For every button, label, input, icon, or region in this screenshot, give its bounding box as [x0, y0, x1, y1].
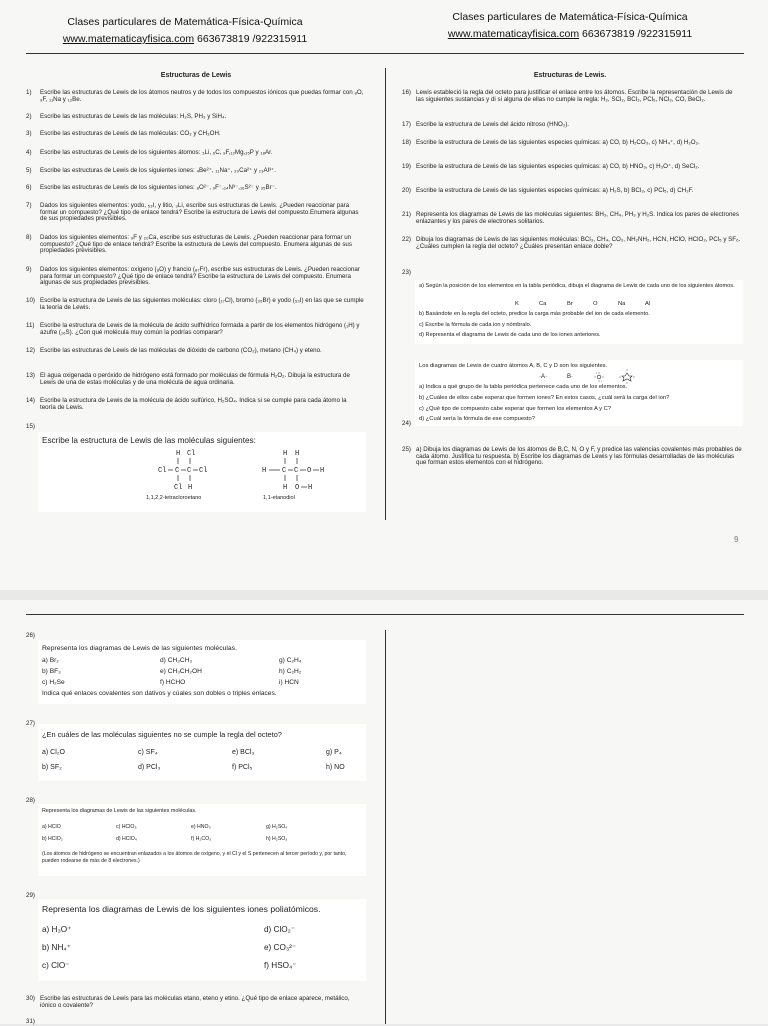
q28-box: [38, 804, 366, 876]
question-7: 7) Dados los siguientes elementos: yodo, ₅₃I, y litio, ₃Li, escribe sus estructuras de Lewis. ¿Pueden reaccionar para formar un compuesto? ¿Qué tipo de enlace tendrá? Escribe la estructura de Lewis del compuesto.Enumera algunas de sus propiedades previsibles.: [26, 202, 359, 223]
q15-mol1-name: 1,1,2,2-tetracloroetano: [146, 495, 202, 501]
q26-item: d) CH₃CH₃: [160, 657, 193, 664]
question-25: 25) a) Dibuja los diagramas de Lewis de los átomos de B,C, N, O y F, y predice las valencias covalentes más probables de cada átomo. Justifica tu respuesta. b) Escribe los diagramas de Lewis y las fórmulas desarrolladas de las moléculas que forman estos elementos con el hidrógeno.: [402, 446, 742, 467]
q28-item: g) H₂SO₄: [266, 824, 288, 830]
header-phones: 663673819 /922315911: [197, 33, 308, 45]
atom-label: H: [295, 450, 300, 458]
header-web-link[interactable]: www.matematicayfisica.com: [447, 28, 580, 40]
q24-atom-a: ·A·: [539, 374, 547, 380]
question-15-number: 15): [26, 423, 35, 430]
q27-item: d) PCl₃: [138, 764, 161, 771]
q23-b: b) Basándote en la regla del octeto, predice la carga más probable del ion de cada elemento.: [419, 311, 650, 317]
column-separator: [385, 68, 386, 520]
question-8: 8) Dados los siguientes elementos: ₉F y ₂₀Ca, escribe sus estructuras de Lewis. ¿Pueden reaccionar para formar un compuesto? ¿Qué tipo de enlace tendrá? Escribe la estructura de Lewis del compuesto. Enumera algunas de sus propiedades previsibles.: [26, 234, 352, 255]
q23-d: d) Representa el diagrama de Lewis de cada uno de los iones anteriores.: [419, 332, 601, 338]
atom-label: Cl: [158, 467, 167, 475]
question-26-number: 26): [26, 632, 35, 639]
question-10: 10) Escribe la estructura de Lewis de las siguientes moléculas: cloro (₁₇Cl), bromo (₃₅Br) e yodo (₅₃I) en las que se cumple la teoría de Lewis.: [26, 297, 364, 311]
question-4: 4) Escribe las estructuras de Lewis de los siguientes átomos: ₃Li, ₆C, ₉F,₁₂Mg,₁₅P y ₁₈Ar.: [26, 149, 273, 156]
page-number: 9: [734, 535, 739, 544]
atom-label: C: [294, 467, 299, 475]
q28-item: h) H₂SO₃: [266, 836, 288, 842]
question-23-number: 23): [402, 269, 411, 276]
question-22: 22) Dibuja los diagramas de Lewis de las siguientes moléculas: BCl₃, CH₄, CO₂, NH₂NH₂, HCN, HClO, HClO₂, PCl₅ y SF₆. ¿Cuáles cumplen la regla del octeto? ¿Cuáles presentan enlace doble?: [402, 236, 741, 250]
header-rule: [26, 53, 744, 54]
q27-item: f) PCl₅: [232, 764, 253, 771]
q23-element: Al: [645, 301, 651, 307]
q28-heading: Representa los diagramas de Lewis de las siguientes moléculas.: [42, 808, 197, 814]
q26-item: c) H₂Se: [42, 679, 65, 686]
q23-box: [415, 280, 743, 344]
question-12: 12) Escribe las estructuras de Lewis de las moléculas de dióxido de carbono (CO₂), metano (CH₄) y eteno.: [26, 347, 322, 354]
question-20: 20) Escribe la estructura de Lewis de las siguientes especies químicas: a) H₂S, b) BCl₃, c) PCl₅, d) CH₃F.: [402, 187, 694, 194]
q29-box: [38, 899, 366, 981]
q24-b: b) ¿Cuáles de ellos cabe esperar que formen iones? En estos casos, ¿cuál será la carga del ion?: [419, 395, 670, 401]
question-29-number: 29): [26, 892, 35, 899]
header-rule: [26, 614, 744, 615]
q15-box: [38, 432, 366, 512]
q15-structures: [38, 432, 366, 512]
q24-atom-b: B·: [567, 374, 573, 380]
atom-label: H: [320, 467, 325, 475]
atom-label: H: [283, 450, 288, 458]
header-left: [60, 14, 310, 48]
atom-label: H: [283, 484, 288, 492]
question-14: 14) Escribe la estructura de Lewis de la molécula de ácido sulfúrico, H₂SO₄. Indica si se cumple para cada átomo la teoría de Lewis.: [26, 397, 347, 411]
q29-item: a) H₃O⁺: [42, 925, 72, 934]
q28-item: e) HNO₃: [191, 824, 211, 830]
q23-element: Ca: [539, 301, 547, 307]
q26-item: f) HCHO: [160, 679, 186, 686]
page-2: [0, 600, 768, 1024]
q24-d: d) ¿Cuál sería la fórmula de ese compuesto?: [419, 416, 535, 422]
q28-item: f) H₂CO₃: [191, 836, 212, 842]
question-18: 18) Escribe la estructura de Lewis de las siguientes especies químicas: a) CO, b) H₂CO₃, c) NH₄⁺, d) H₂O₂.: [402, 139, 700, 146]
header-title: Clases particulares de Matemática-Física-Química: [452, 11, 688, 23]
atom-label: C: [282, 467, 287, 475]
atom-label: H: [176, 450, 181, 458]
q29-item: e) CO₃²⁻: [264, 943, 297, 952]
header-right: [430, 9, 710, 43]
q24-c: c) ¿Qué tipo de compuesto cabe esperar que formen los elementos A y C?: [419, 406, 612, 412]
question-13: 13) El agua oxigenada o peróxido de hidrógeno está formado por moléculas de fórmula H₂O₂. Dibuja la estructura de Lewis de una de estas moléculas y de una molécula de agua ordinaria.: [26, 372, 350, 386]
q29-item: c) ClO⁻: [42, 961, 70, 970]
left-title: Estructuras de Lewis: [160, 72, 232, 79]
atom-label: Cl: [174, 484, 183, 492]
q24-a: a) Indica a qué grupo de la tabla periódica pertenece cada uno de los elementos.: [419, 384, 628, 390]
q26-item: a) Br₂: [42, 657, 59, 664]
q29-item: f) HSO₄⁻: [264, 961, 297, 970]
q26-item: b) BF₃: [42, 668, 61, 675]
q28-item: a) HClO: [42, 824, 61, 830]
q27-item: e) BCl₃: [232, 749, 255, 756]
q23-element: O: [593, 301, 598, 307]
q23-a: a) Según la posición de los elementos en la tabla periódica, dibuja el diagrama de Lewis de cada uno de los siguientes átomos.: [419, 283, 735, 289]
question-31-number: 31): [26, 1018, 35, 1025]
q24-atom-d: [620, 370, 635, 384]
q28-item: d) HClO₄: [116, 836, 137, 842]
atom-label: H: [262, 467, 267, 475]
atom-label: Cl: [187, 450, 196, 458]
question-3: 3) Escribe las estructuras de Lewis de las moléculas: CO₂ y CH₃OH.: [26, 130, 221, 137]
question-19: 19) Escribe la estructura de Lewis de las siguientes especies químicas: a) CO, b) HNO₃, c) H₃O⁺, d) SeCl₂.: [402, 163, 700, 170]
q24-box: [415, 360, 743, 426]
question-6: 6) Escribe las estructuras de Lewis de los siguientes iones: ₈O²⁻, ₉F⁻,₁₄N³⁻,₁₆S²⁻ y ₃₅Br⁻.: [26, 184, 277, 191]
atom-label: O: [307, 467, 312, 475]
q27-item: c) SF₄: [138, 749, 158, 756]
atom-label: Cl: [199, 467, 208, 475]
question-2: 2) Escribe las estructuras de Lewis de las moléculas: H₂S, PH₃ y SiH₄.: [26, 113, 227, 120]
question-9: 9) Dados los siguientes elementos: oxígeno (₈O) y francio (₈₇Fr), escribe sus estructuras de Lewis. ¿Pueden reaccionar para formar un compuesto? ¿Qué tipo de enlace tendrá? Escribe la estructura de Lewis del compuesto. Enumera algunas de sus propiedades previsibles.: [26, 266, 360, 287]
question-5: 5) Escribe las estructuras de Lewis de los siguientes iones: ₄Be²⁺, ₁₁Na⁺, ₂₀Ca²⁺ y ₁₃Al³⁺.: [26, 167, 277, 174]
question-21: 21) Representa los diagramas de Lewis de las moléculas siguientes: BH₃, CH₄, PH₃ y H₂S. Indica los pares de electrones enlazantes y los pares de electrones solitarios.: [402, 211, 739, 225]
q26-item: i) HCN: [279, 679, 299, 686]
q26-item: e) CH₃CH₂OH: [160, 668, 202, 675]
question-17: 17) Escribe la estructura de Lewis del ácido nitroso (HNO₂).: [402, 121, 570, 128]
q27-item: h) NO: [326, 764, 345, 771]
q15-heading: Escribe la estructura de Lewis de las moléculas siguientes:: [42, 436, 256, 445]
question-1: 1) Escribe las estructuras de Lewis de los átomos neutros y de todos los compuestos iónicos que puedas formar con ₈O, ₉F, ₁₁Na y ₁₂Be.: [26, 89, 364, 103]
q23-element: Na: [618, 301, 626, 307]
question-16: 16) Lewis estableció la regla del octeto para justificar el enlace entre los átomos. Escribe la representación de Lewis de las siguientes sustancias y di si alguna de ellas no cumple la regla: H₂, SCl₂, BCl₃, PCl₅, NCl₃, CO, BeCl₂.: [402, 89, 733, 103]
question-30: 30) Escribe las estructuras de Lewis para las moléculas etano, eteno y etino. ¿Qué tipo de enlace aparece, metálico, iónico o covalente?: [26, 995, 350, 1009]
header-web-link[interactable]: www.matematicayfisica.com: [62, 33, 195, 45]
q26-box: [38, 640, 366, 704]
atom-label: C: [187, 467, 192, 475]
right-title: Estructuras de Lewis.: [533, 72, 607, 79]
header-title: Clases particulares de Matemática-Física-Química: [67, 16, 303, 28]
q29-item: d) ClO₂⁻: [264, 925, 296, 934]
header-phones: 663673819 /922315911: [582, 28, 693, 40]
q23-c: c) Escribe la fórmula de cada ion y nómbralo.: [419, 322, 532, 328]
q23-element: K: [515, 301, 519, 307]
question-28-number: 28): [26, 797, 35, 804]
q28-footer: (Los átomos de hidrógeno se encuentran enlazados a los átomos de oxígeno, y el Cl y el S pertenecen al tercer período y, por tanto, pueden rodearse de más de 8 electrones.): [42, 851, 347, 864]
column-separator: [385, 630, 386, 1024]
q23-element: Br: [567, 301, 573, 307]
atom-label: H: [308, 484, 313, 492]
q27-item: b) SF₂: [42, 764, 62, 771]
q28-item: b) HClO₂: [42, 836, 63, 842]
q29-item: b) NH₄⁺: [42, 943, 72, 952]
atom-label: C: [175, 467, 180, 475]
q26-item: g) C₂H₄: [279, 657, 302, 664]
q15-mol2-name: 1,1-etanodiol: [263, 495, 295, 501]
q27-box: [38, 724, 366, 781]
q24-atom-c: [595, 373, 604, 382]
q26-item: h) C₂H₂: [279, 668, 302, 675]
q26-footer: Indica qué enlaces covalentes son dativos y cúales son dobles o triples enlaces.: [42, 690, 277, 697]
question-24-number: 24): [402, 420, 411, 427]
q29-heading: Representa los diagramas de Lewis de los siguientes iones poliatómicos.: [42, 904, 321, 914]
question-27-number: 27): [26, 720, 35, 727]
q28-item: c) HClO₃: [116, 824, 137, 830]
q24-intro: Los diagramas de Lewis de cuatro átomos A, B, C y D son los siguientes.: [419, 363, 608, 369]
q27-item: g) P₄: [326, 749, 342, 756]
question-11: 11) Escribe la estructura de Lewis de la molécula de ácido sulfhídrico formada a partir de los elementos hidrógeno (₁H) y azufre (₁₆S). ¿Con qué molécula muy común la podrías comparar?: [26, 322, 360, 336]
atom-label: O: [295, 484, 300, 492]
q26-heading: Representa los diagramas de Lewis de las siguientes moléculas.: [42, 645, 237, 652]
q27-heading: ¿En cuáles de las moléculas siguientes no se cumple la regla del octeto?: [42, 730, 282, 739]
q27-item: a) Cl₂O: [42, 749, 65, 756]
atom-label: H: [188, 484, 193, 492]
